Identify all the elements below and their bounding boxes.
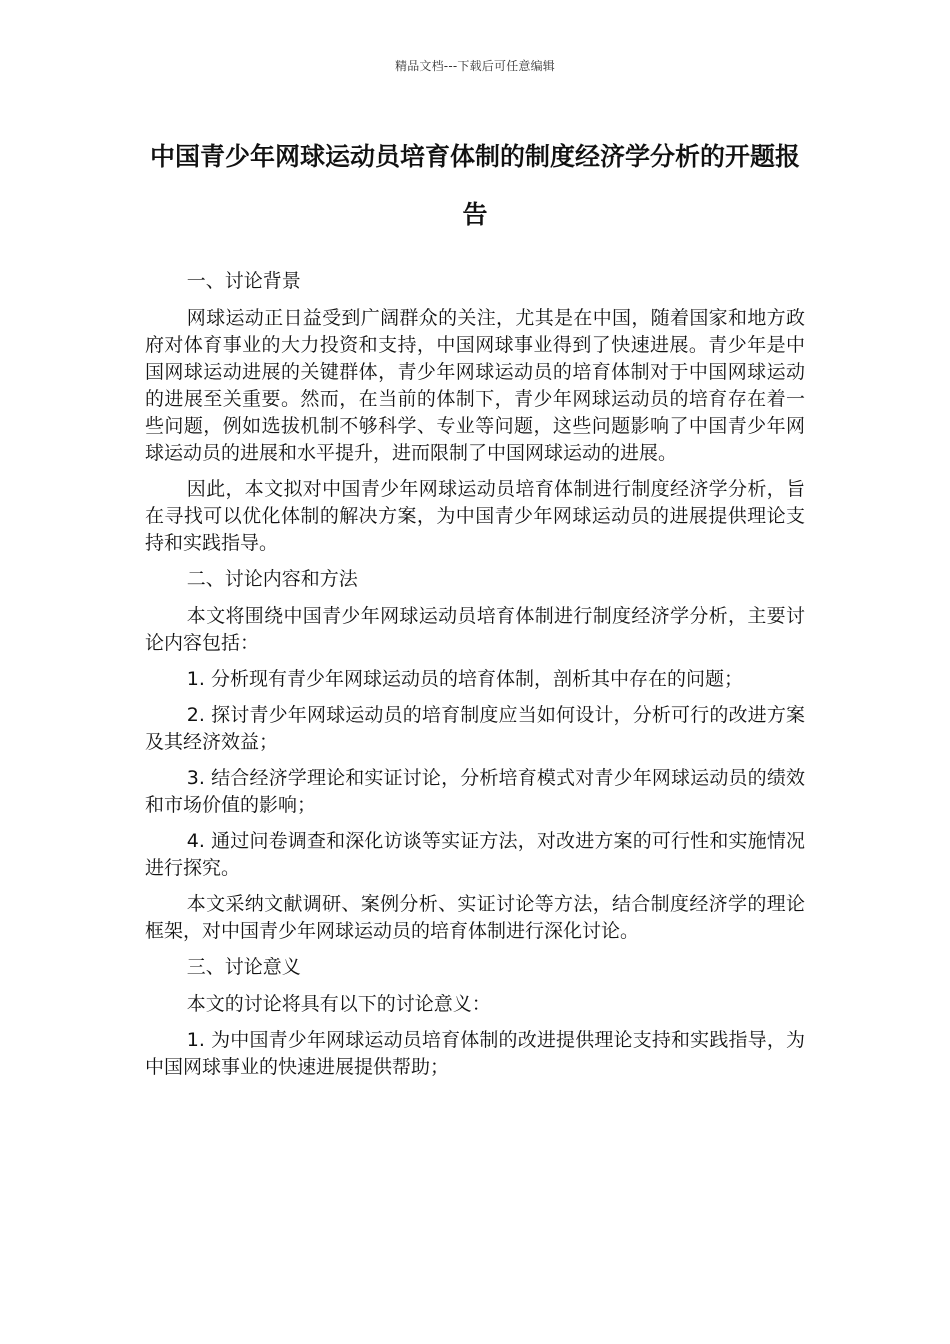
section-heading-background: 一、讨论背景 <box>186 270 301 292</box>
list-item-content-1: 1. 分析现有青少年网球运动员的培育体制，剖析其中存在的问题； <box>186 668 743 690</box>
list-item-significance-1: 1. 为中国青少年网球运动员培育体制的改进提供理论支持和实践指导，为中国网球事业的快速进展提供帮助； <box>145 1029 805 1078</box>
document-title: 中国青少年网球运动员培育体制的制度经济学分析的开题报告 <box>149 142 800 229</box>
paragraph-content-intro: 本文将围绕中国青少年网球运动员培育体制进行制度经济学分析，主要讨论内容包括： <box>145 605 805 654</box>
paragraph-background-2: 因此，本文拟对中国青少年网球运动员培育体制进行制度经济学分析，旨在寻找可以优化体制的解决方案，为中国青少年网球运动员的进展提供理论支持和实践指导。 <box>145 478 805 554</box>
list-item-content-4: 4. 通过问卷调查和深化访谈等实证方法，对改进方案的可行性和实施情况进行探究。 <box>145 830 805 879</box>
list-item-content-2: 2. 探讨青少年网球运动员的培育制度应当如何设计，分析可行的改进方案及其经济效益； <box>145 704 805 753</box>
section-heading-content-method: 二、讨论内容和方法 <box>186 568 358 590</box>
document-body <box>145 268 805 1090</box>
paragraph-significance-intro: 本文的讨论将具有以下的讨论意义： <box>186 993 491 1015</box>
header-note: 精品文档---下载后可任意编辑 <box>395 59 555 73</box>
list-item-content-3: 3. 结合经济学理论和实证讨论，分析培育模式对青少年网球运动员的绩效和市场价值的影响； <box>145 767 805 816</box>
paragraph-background-1: 网球运动正日益受到广阔群众的关注，尤其是在中国，随着国家和地方政府对体育事业的大力投资和支持，中国网球事业得到了快速进展。青少年是中国网球运动进展的关键群体，青少年网球运动员的培育体制对于中国网球运动的进展至关重要。然而，在当前的体制下，青少年网球运动员的培育存在着一些问题，例如选拔机制不够科学、专业等问题，这些问题影响了中国青少年网球运动员的进展和水平提升，进而限制了中国网球运动的进展。 <box>145 307 805 464</box>
section-heading-significance: 三、讨论意义 <box>186 956 301 978</box>
paragraph-method: 本文采纳文献调研、案例分析、实证讨论等方法，结合制度经济学的理论框架，对中国青少年网球运动员的培育体制进行深化讨论。 <box>145 893 805 942</box>
